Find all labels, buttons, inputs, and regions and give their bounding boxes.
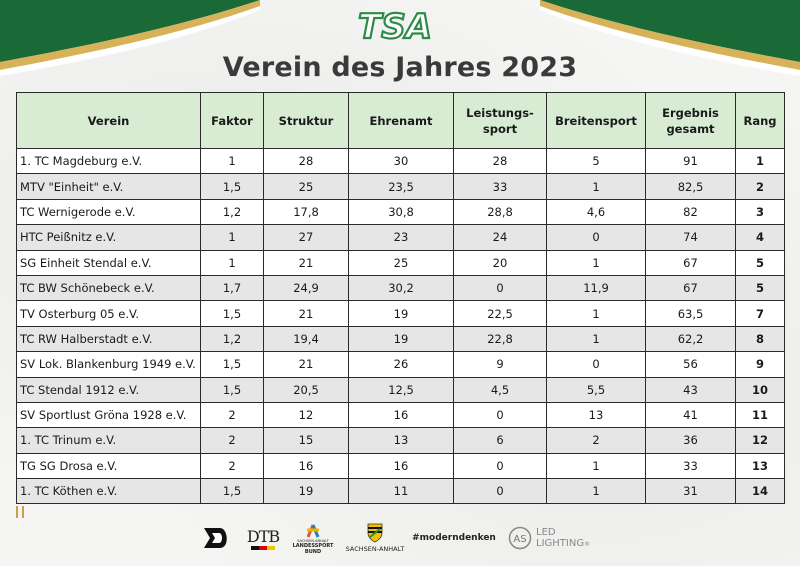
- leistungssport-cell: 28: [454, 149, 547, 174]
- verein-cell: SV Lok. Blankenburg 1949 e.V.: [17, 352, 201, 377]
- as-circle-icon: [508, 526, 532, 550]
- verein-cell: TC BW Schönebeck e.V.: [17, 275, 201, 300]
- rang-cell: 9: [736, 352, 785, 377]
- leistungssport-cell: 4,5: [454, 377, 547, 402]
- struktur-cell: 27: [264, 225, 349, 250]
- ergebnis-cell: 43: [646, 377, 736, 402]
- struktur-cell: 17,8: [264, 199, 349, 224]
- struktur-cell: 21: [264, 301, 349, 326]
- ehrenamt-cell: 16: [349, 402, 454, 427]
- faktor-cell: 1,5: [201, 301, 264, 326]
- leistungssport-cell: 20: [454, 250, 547, 275]
- leistungssport-cell: 24: [454, 225, 547, 250]
- column-header: Faktor: [201, 93, 264, 149]
- rang-cell: 3: [736, 199, 785, 224]
- ehrenamt-cell: 19: [349, 326, 454, 351]
- struktur-cell: 21: [264, 352, 349, 377]
- lsb-line-2: LANDESSPORT: [292, 543, 334, 549]
- breitensport-cell: 5: [547, 149, 646, 174]
- ergebnis-cell: 82,5: [646, 174, 736, 199]
- column-header: Breitensport: [547, 93, 646, 149]
- rang-cell: 14: [736, 479, 785, 504]
- lighting-text: LIGHTING: [536, 537, 585, 549]
- ehrenamt-cell: 11: [349, 479, 454, 504]
- results-table: [16, 92, 785, 504]
- landessportbund-logo: [290, 516, 336, 560]
- ehrenamt-cell: 30,2: [349, 275, 454, 300]
- page-title: Verein des Jahres 2023: [222, 52, 578, 83]
- breitensport-cell: 0: [547, 225, 646, 250]
- ergebnis-cell: 41: [646, 402, 736, 427]
- ergebnis-cell: 82: [646, 199, 736, 224]
- breitensport-cell: 1: [547, 174, 646, 199]
- rang-cell: 11: [736, 402, 785, 427]
- ergebnis-cell: 67: [646, 250, 736, 275]
- faktor-cell: 1,5: [201, 377, 264, 402]
- faktor-cell: 1,2: [201, 199, 264, 224]
- table-row: [17, 225, 785, 250]
- leistungssport-cell: 0: [454, 275, 547, 300]
- column-header: Ehrenamt: [349, 93, 454, 149]
- verein-cell: 1. TC Magdeburg e.V.: [17, 149, 201, 174]
- verein-cell: 1. TC Trinum e.V.: [17, 428, 201, 453]
- rang-cell: 13: [736, 453, 785, 478]
- breitensport-cell: 5,5: [547, 377, 646, 402]
- rang-cell: 4: [736, 225, 785, 250]
- moderndenken-hashtag: [412, 530, 496, 546]
- table-row: [17, 326, 785, 351]
- table-header-row: [17, 93, 785, 149]
- as-led-lighting-logo: [508, 520, 600, 556]
- faktor-cell: 2: [201, 453, 264, 478]
- faktor-cell: 1,5: [201, 479, 264, 504]
- sachsen-anhalt-text: SACHSEN-ANHALT: [345, 545, 405, 553]
- ehrenamt-cell: 30: [349, 149, 454, 174]
- breitensport-cell: 1: [547, 479, 646, 504]
- leistungssport-cell: 9: [454, 352, 547, 377]
- column-header: Verein: [17, 93, 201, 149]
- tsa-logo-text: TSA: [358, 7, 432, 47]
- faktor-cell: 1,7: [201, 275, 264, 300]
- table-body: [17, 149, 785, 504]
- verein-cell: TV Osterburg 05 e.V.: [17, 301, 201, 326]
- table-row: [17, 250, 785, 275]
- coat-of-arms-icon: [367, 523, 383, 543]
- ergebnis-cell: 56: [646, 352, 736, 377]
- rang-cell: 7: [736, 301, 785, 326]
- as-mark-text: AS: [513, 534, 527, 545]
- breitensport-cell: 13: [547, 402, 646, 427]
- ergebnis-cell: 33: [646, 453, 736, 478]
- verein-cell: 1. TC Köthen e.V.: [17, 479, 201, 504]
- struktur-cell: 20,5: [264, 377, 349, 402]
- rang-cell: 1: [736, 149, 785, 174]
- ergebnis-cell: 91: [646, 149, 736, 174]
- struktur-cell: 19: [264, 479, 349, 504]
- ergebnis-cell: 62,2: [646, 326, 736, 351]
- ehrenamt-cell: 16: [349, 453, 454, 478]
- dunlop-logo: [200, 522, 232, 554]
- faktor-cell: 1: [201, 225, 264, 250]
- lsb-line-1: SACHSEN-ANHALT: [297, 539, 329, 543]
- ehrenamt-cell: 13: [349, 428, 454, 453]
- lsb-line-3: BUND: [304, 549, 322, 555]
- ergebnis-cell: 31: [646, 479, 736, 504]
- faktor-cell: 1: [201, 149, 264, 174]
- leistungssport-cell: 22,8: [454, 326, 547, 351]
- leistungssport-cell: 0: [454, 402, 547, 427]
- leistungssport-cell: 0: [454, 453, 547, 478]
- struktur-cell: 19,4: [264, 326, 349, 351]
- faktor-cell: 2: [201, 402, 264, 427]
- table-row: [17, 275, 785, 300]
- dtb-logo-text: DTB: [246, 526, 280, 546]
- table-row: [17, 199, 785, 224]
- dunlop-arrow-icon: [200, 522, 232, 554]
- rang-cell: 5: [736, 250, 785, 275]
- lsb-figure-icon: [304, 521, 322, 539]
- table-row: [17, 174, 785, 199]
- ehrenamt-cell: 19: [349, 301, 454, 326]
- column-header: Rang: [736, 93, 785, 149]
- ehrenamt-cell: 26: [349, 352, 454, 377]
- table-row: [17, 377, 785, 402]
- faktor-cell: 1,5: [201, 352, 264, 377]
- breitensport-cell: 0: [547, 352, 646, 377]
- leistungssport-cell: 22,5: [454, 301, 547, 326]
- table-row: [17, 301, 785, 326]
- rang-cell: 8: [736, 326, 785, 351]
- verein-cell: TC RW Halberstadt e.V.: [17, 326, 201, 351]
- registered-mark: ®: [584, 540, 591, 548]
- breitensport-cell: 1: [547, 326, 646, 351]
- dtb-logo: [246, 520, 280, 556]
- column-header: Struktur: [264, 93, 349, 149]
- ehrenamt-cell: 23,5: [349, 174, 454, 199]
- ergebnis-cell: 63,5: [646, 301, 736, 326]
- table-row: [17, 479, 785, 504]
- ehrenamt-cell: 30,8: [349, 199, 454, 224]
- breitensport-cell: 1: [547, 250, 646, 275]
- ehrenamt-cell: 25: [349, 250, 454, 275]
- table-row: [17, 428, 785, 453]
- struktur-cell: 21: [264, 250, 349, 275]
- sachsen-anhalt-logo: [342, 518, 408, 558]
- hashtag-text: #moderndenken: [412, 533, 496, 543]
- verein-cell: TG SG Drosa e.V.: [17, 453, 201, 478]
- verein-cell: SG Einheit Stendal e.V.: [17, 250, 201, 275]
- ergebnis-cell: 36: [646, 428, 736, 453]
- breitensport-cell: 2: [547, 428, 646, 453]
- led-text: LED: [536, 526, 556, 538]
- verein-cell: HTC Peißnitz e.V.: [17, 225, 201, 250]
- table-row: [17, 453, 785, 478]
- rang-cell: 12: [736, 428, 785, 453]
- leistungssport-cell: 0: [454, 479, 547, 504]
- verein-cell: TC Wernigerode e.V.: [17, 199, 201, 224]
- rang-cell: 10: [736, 377, 785, 402]
- leistungssport-cell: 28,8: [454, 199, 547, 224]
- struktur-cell: 15: [264, 428, 349, 453]
- column-header: Ergebnis gesamt: [646, 93, 736, 149]
- struktur-cell: 25: [264, 174, 349, 199]
- tsa-logo: [355, 2, 435, 48]
- verein-cell: SV Sportlust Gröna 1928 e.V.: [17, 402, 201, 427]
- faktor-cell: 1,2: [201, 326, 264, 351]
- rang-cell: 2: [736, 174, 785, 199]
- column-header: Leistungs- sport: [454, 93, 547, 149]
- leistungssport-cell: 6: [454, 428, 547, 453]
- struktur-cell: 12: [264, 402, 349, 427]
- sponsor-bar: [0, 516, 800, 566]
- breitensport-cell: 1: [547, 301, 646, 326]
- ehrenamt-cell: 12,5: [349, 377, 454, 402]
- struktur-cell: 24,9: [264, 275, 349, 300]
- breitensport-cell: 11,9: [547, 275, 646, 300]
- table-row: [17, 149, 785, 174]
- table-row: [17, 352, 785, 377]
- faktor-cell: 1,5: [201, 174, 264, 199]
- german-flag-stripe: [251, 546, 275, 550]
- struktur-cell: 28: [264, 149, 349, 174]
- struktur-cell: 16: [264, 453, 349, 478]
- ehrenamt-cell: 23: [349, 225, 454, 250]
- breitensport-cell: 1: [547, 453, 646, 478]
- breitensport-cell: 4,6: [547, 199, 646, 224]
- verein-cell: MTV "Einheit" e.V.: [17, 174, 201, 199]
- table-row: [17, 402, 785, 427]
- leistungssport-cell: 33: [454, 174, 547, 199]
- verein-cell: TC Stendal 1912 e.V.: [17, 377, 201, 402]
- ergebnis-cell: 74: [646, 225, 736, 250]
- faktor-cell: 1: [201, 250, 264, 275]
- faktor-cell: 2: [201, 428, 264, 453]
- rang-cell: 5: [736, 275, 785, 300]
- ergebnis-cell: 67: [646, 275, 736, 300]
